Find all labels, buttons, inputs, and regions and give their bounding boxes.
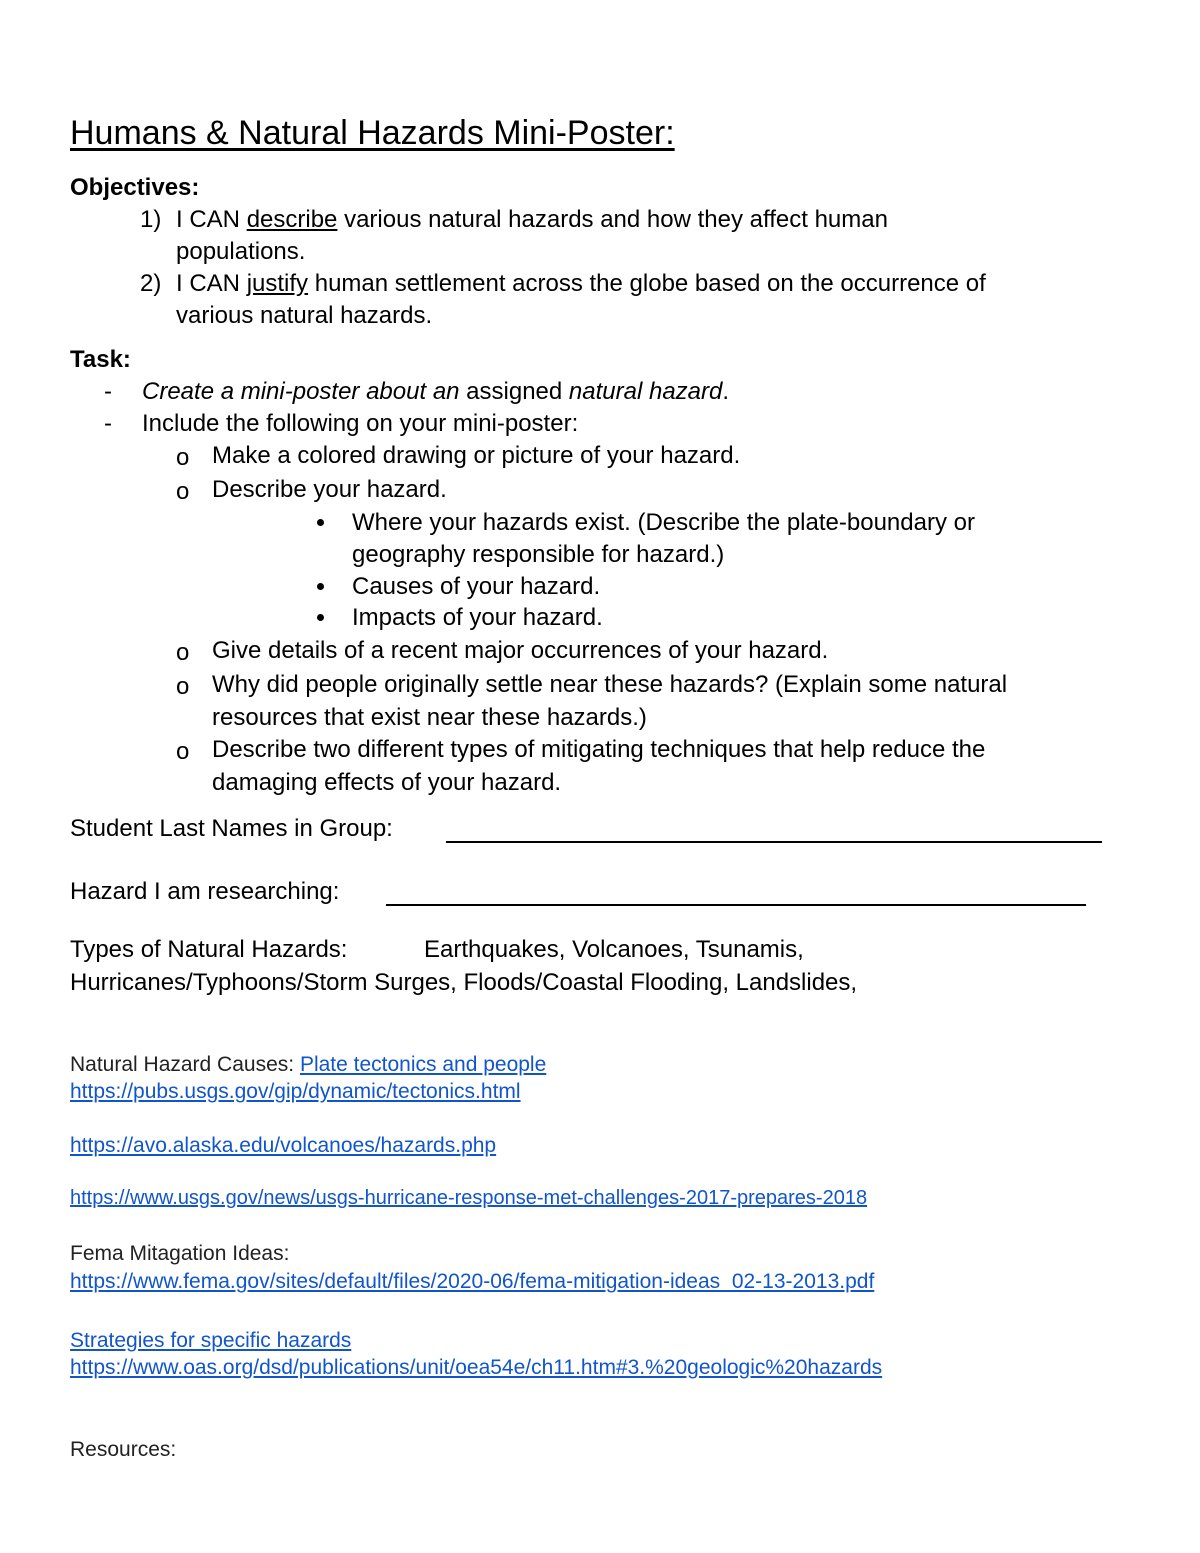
task-heading: Task:	[70, 346, 131, 373]
bullet-impacts: Impacts of your hazard.	[352, 604, 603, 631]
hazard-blank-line[interactable]	[386, 882, 1086, 906]
objective-number: 1)	[140, 206, 162, 233]
resources-label: Resources:	[70, 1438, 177, 1461]
dash-marker: -	[104, 378, 112, 405]
objective-2-line2: various natural hazards.	[176, 302, 433, 329]
strategies-link[interactable]: Strategies for specific hazards	[70, 1329, 352, 1352]
objectives-heading: Objectives:	[70, 174, 200, 201]
bullet-where-line2: geography responsible for hazard.)	[352, 541, 725, 568]
sub-item-details: Give details of a recent major occurrences of your hazard.	[212, 637, 829, 664]
names-blank-line[interactable]	[446, 819, 1102, 843]
bullet-marker	[317, 583, 324, 590]
o-marker: o	[176, 738, 190, 765]
o-marker: o	[176, 639, 190, 666]
names-field-label: Student Last Names in Group:	[70, 815, 393, 842]
page-title: Humans & Natural Hazards Mini-Poster:	[70, 114, 675, 152]
sub-item-describe: Describe your hazard.	[212, 476, 447, 503]
bullet-where-line1: Where your hazards exist. (Describe the plate-boundary or	[352, 509, 975, 536]
plate-tectonics-link[interactable]: Plate tectonics and people	[299, 1053, 547, 1076]
o-marker: o	[176, 673, 190, 700]
usgs-tectonics-link[interactable]: https://pubs.usgs.gov/gip/dynamic/tectonics.html	[70, 1080, 521, 1103]
sub-item-settle-line1: Why did people originally settle near these hazards? (Explain some natural	[212, 671, 1008, 698]
usgs-hurricane-link[interactable]: https://www.usgs.gov/news/usgs-hurricane-response-met-challenges-2017-prepares-2018	[70, 1187, 868, 1209]
sub-item-settle-line2: resources that exist near these hazards.)	[212, 704, 647, 731]
hazard-field-label: Hazard I am researching:	[70, 878, 340, 905]
fema-label: Fema Mitagation Ideas:	[70, 1242, 290, 1265]
task-item-create: Create a mini-poster about an assigned natural hazard.	[142, 378, 730, 405]
o-marker: o	[176, 444, 190, 471]
objective-number: 2)	[140, 270, 162, 297]
bullet-causes: Causes of your hazard.	[352, 573, 601, 600]
types-label: Types of Natural Hazards:	[70, 936, 348, 963]
types-line1: Earthquakes, Volcanoes, Tsunamis,	[424, 936, 804, 963]
task-item-include: Include the following on your mini-poster:	[142, 410, 579, 437]
causes-line	[70, 1051, 546, 1078]
sub-item-drawing: Make a colored drawing or picture of your hazard.	[212, 442, 741, 469]
bullet-marker	[317, 614, 324, 621]
types-line2: Hurricanes/Typhoons/Storm Surges, Floods/Coastal Flooding, Landslides,	[70, 969, 858, 996]
fema-mitigation-link[interactable]: https://www.fema.gov/sites/default/files/2020-06/fema-mitigation-ideas_02-13-2013.pdf	[70, 1270, 875, 1293]
dash-marker: -	[104, 410, 112, 437]
objective-1-line1: I CAN describe various natural hazards and how they affect human	[176, 206, 888, 233]
bullet-marker	[317, 519, 324, 526]
sub-item-mitigate-line2: damaging effects of your hazard.	[212, 769, 562, 796]
causes-label: Natural Hazard Causes:	[70, 1053, 300, 1076]
objective-2-line1: I CAN justify human settlement across the globe based on the occurrence of	[176, 270, 986, 297]
oas-hazards-link[interactable]: https://www.oas.org/dsd/publications/unit/oea54e/ch11.htm#3.%20geologic%20hazards	[70, 1356, 883, 1379]
avo-volcanoes-link[interactable]: https://avo.alaska.edu/volcanoes/hazards.php	[70, 1134, 497, 1157]
sub-item-mitigate-line1: Describe two different types of mitigating techniques that help reduce the	[212, 736, 986, 763]
objective-1-line2: populations.	[176, 238, 306, 265]
o-marker: o	[176, 478, 190, 505]
